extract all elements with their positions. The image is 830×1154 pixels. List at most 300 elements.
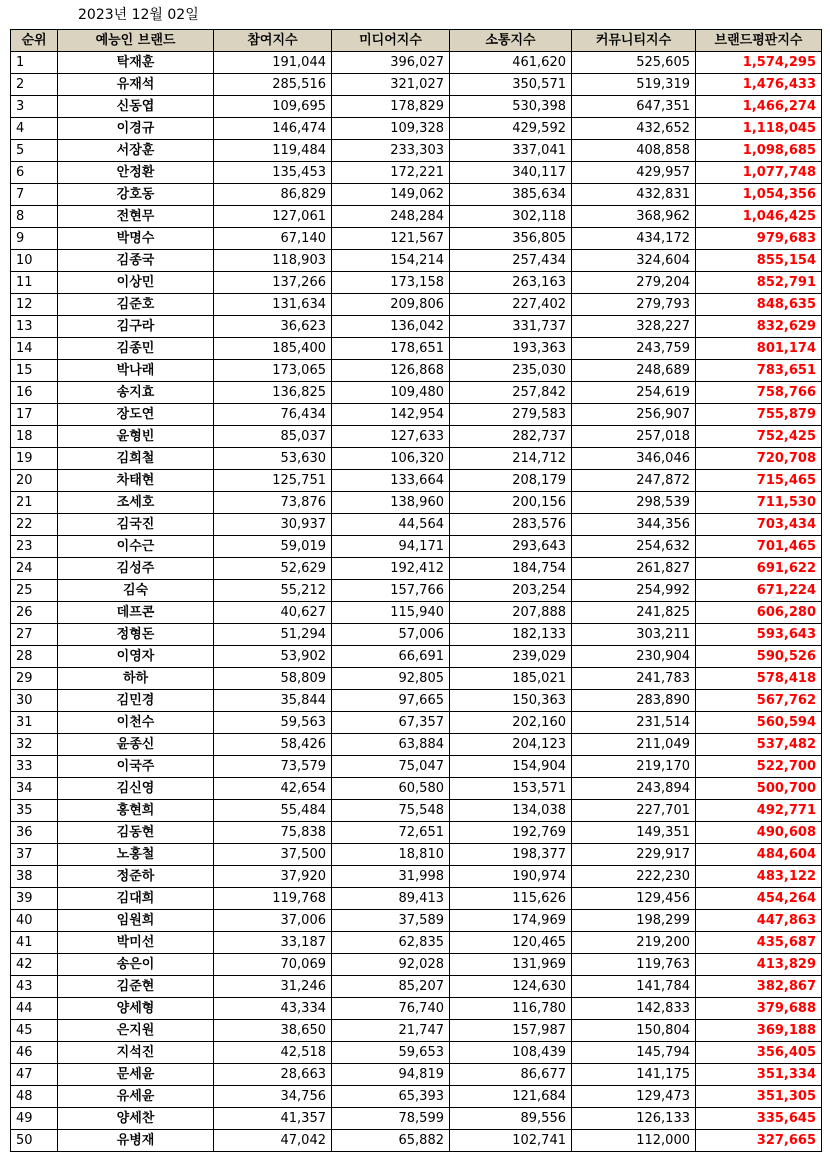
community-cell: 344,356 (572, 514, 696, 536)
participation-cell: 53,902 (214, 646, 332, 668)
media-cell: 136,042 (332, 316, 450, 338)
rank-cell: 11 (11, 272, 58, 294)
participation-cell: 73,876 (214, 492, 332, 514)
media-cell: 154,214 (332, 250, 450, 272)
name-cell: 은지원 (58, 1020, 214, 1042)
table-row (11, 228, 822, 250)
name-cell: 김준현 (58, 976, 214, 998)
communication-cell: 150,363 (450, 690, 572, 712)
name-cell: 정형돈 (58, 624, 214, 646)
rank-cell: 33 (11, 756, 58, 778)
participation-cell: 58,809 (214, 668, 332, 690)
table-row (11, 690, 822, 712)
community-cell: 219,170 (572, 756, 696, 778)
table-row (11, 1108, 822, 1130)
brand-reputation-cell: 1,466,274 (696, 96, 822, 118)
communication-cell: 227,402 (450, 294, 572, 316)
community-cell: 279,793 (572, 294, 696, 316)
rank-cell: 25 (11, 580, 58, 602)
community-cell: 324,604 (572, 250, 696, 272)
communication-cell: 331,737 (450, 316, 572, 338)
participation-cell: 125,751 (214, 470, 332, 492)
community-cell: 257,018 (572, 426, 696, 448)
communication-cell: 208,179 (450, 470, 572, 492)
table-row (11, 602, 822, 624)
community-cell: 211,049 (572, 734, 696, 756)
media-cell: 109,480 (332, 382, 450, 404)
media-cell: 57,006 (332, 624, 450, 646)
community-cell: 254,632 (572, 536, 696, 558)
name-cell: 임원희 (58, 910, 214, 932)
community-cell: 219,200 (572, 932, 696, 954)
rank-cell: 28 (11, 646, 58, 668)
name-cell: 유병재 (58, 1130, 214, 1152)
community-cell: 248,689 (572, 360, 696, 382)
rank-cell: 40 (11, 910, 58, 932)
table-row (11, 448, 822, 470)
participation-cell: 53,630 (214, 448, 332, 470)
table-row (11, 316, 822, 338)
header-community: 커뮤니티지수 (572, 30, 696, 52)
community-cell: 141,175 (572, 1064, 696, 1086)
media-cell: 63,884 (332, 734, 450, 756)
name-cell: 김준호 (58, 294, 214, 316)
media-cell: 209,806 (332, 294, 450, 316)
name-cell: 이수근 (58, 536, 214, 558)
name-cell: 이천수 (58, 712, 214, 734)
media-cell: 149,062 (332, 184, 450, 206)
rank-cell: 39 (11, 888, 58, 910)
brand-reputation-cell: 351,305 (696, 1086, 822, 1108)
media-cell: 233,303 (332, 140, 450, 162)
rank-cell: 16 (11, 382, 58, 404)
communication-cell: 121,684 (450, 1086, 572, 1108)
participation-cell: 76,434 (214, 404, 332, 426)
media-cell: 109,328 (332, 118, 450, 140)
media-cell: 396,027 (332, 52, 450, 74)
table-row (11, 250, 822, 272)
community-cell: 256,907 (572, 404, 696, 426)
participation-cell: 131,634 (214, 294, 332, 316)
brand-reputation-cell: 671,224 (696, 580, 822, 602)
media-cell: 72,651 (332, 822, 450, 844)
brand-reputation-cell: 454,264 (696, 888, 822, 910)
name-cell: 윤형빈 (58, 426, 214, 448)
media-cell: 76,740 (332, 998, 450, 1020)
communication-cell: 134,038 (450, 800, 572, 822)
table-body (11, 52, 822, 1152)
participation-cell: 35,844 (214, 690, 332, 712)
name-cell: 데프콘 (58, 602, 214, 624)
name-cell: 홍현희 (58, 800, 214, 822)
participation-cell: 285,516 (214, 74, 332, 96)
communication-cell: 257,434 (450, 250, 572, 272)
table-row (11, 74, 822, 96)
rank-cell: 10 (11, 250, 58, 272)
communication-cell: 235,030 (450, 360, 572, 382)
table-row (11, 338, 822, 360)
media-cell: 97,665 (332, 690, 450, 712)
rank-cell: 14 (11, 338, 58, 360)
participation-cell: 34,756 (214, 1086, 332, 1108)
communication-cell: 302,118 (450, 206, 572, 228)
name-cell: 양세찬 (58, 1108, 214, 1130)
communication-cell: 124,630 (450, 976, 572, 998)
community-cell: 434,172 (572, 228, 696, 250)
table-row (11, 514, 822, 536)
community-cell: 254,619 (572, 382, 696, 404)
brand-reputation-cell: 848,635 (696, 294, 822, 316)
community-cell: 432,831 (572, 184, 696, 206)
media-cell: 178,829 (332, 96, 450, 118)
community-cell: 429,957 (572, 162, 696, 184)
header-media: 미디어지수 (332, 30, 450, 52)
participation-cell: 119,768 (214, 888, 332, 910)
name-cell: 양세형 (58, 998, 214, 1020)
participation-cell: 146,474 (214, 118, 332, 140)
communication-cell: 89,556 (450, 1108, 572, 1130)
brand-reputation-cell: 327,665 (696, 1130, 822, 1152)
media-cell: 59,653 (332, 1042, 450, 1064)
participation-cell: 70,069 (214, 954, 332, 976)
header-brand-reputation: 브랜드평판지수 (696, 30, 822, 52)
communication-cell: 198,377 (450, 844, 572, 866)
media-cell: 115,940 (332, 602, 450, 624)
header-rank: 순위 (11, 30, 58, 52)
participation-cell: 41,357 (214, 1108, 332, 1130)
brand-reputation-cell: 447,863 (696, 910, 822, 932)
table-row (11, 910, 822, 932)
header-name: 예능인 브랜드 (58, 30, 214, 52)
participation-cell: 85,037 (214, 426, 332, 448)
table-row (11, 712, 822, 734)
communication-cell: 279,583 (450, 404, 572, 426)
communication-cell: 108,439 (450, 1042, 572, 1064)
brand-reputation-cell: 567,762 (696, 690, 822, 712)
name-cell: 이상민 (58, 272, 214, 294)
name-cell: 신동엽 (58, 96, 214, 118)
media-cell: 21,747 (332, 1020, 450, 1042)
community-cell: 230,904 (572, 646, 696, 668)
name-cell: 노홍철 (58, 844, 214, 866)
name-cell: 김숙 (58, 580, 214, 602)
brand-reputation-cell: 606,280 (696, 602, 822, 624)
name-cell: 김동현 (58, 822, 214, 844)
table-row (11, 96, 822, 118)
brand-reputation-cell: 752,425 (696, 426, 822, 448)
header-row (11, 30, 822, 52)
table-row (11, 822, 822, 844)
participation-cell: 73,579 (214, 756, 332, 778)
communication-cell: 350,571 (450, 74, 572, 96)
communication-cell: 200,156 (450, 492, 572, 514)
participation-cell: 55,484 (214, 800, 332, 822)
brand-reputation-cell: 1,118,045 (696, 118, 822, 140)
communication-cell: 461,620 (450, 52, 572, 74)
rank-cell: 27 (11, 624, 58, 646)
header-participation: 참여지수 (214, 30, 332, 52)
brand-reputation-cell: 560,594 (696, 712, 822, 734)
media-cell: 192,412 (332, 558, 450, 580)
community-cell: 298,539 (572, 492, 696, 514)
media-cell: 78,599 (332, 1108, 450, 1130)
community-cell: 198,299 (572, 910, 696, 932)
communication-cell: 214,712 (450, 448, 572, 470)
rank-cell: 24 (11, 558, 58, 580)
table-row (11, 140, 822, 162)
participation-cell: 42,518 (214, 1042, 332, 1064)
table-row (11, 558, 822, 580)
report-date: 2023년 12월 02일 (78, 7, 199, 23)
communication-cell: 190,974 (450, 866, 572, 888)
participation-cell: 59,563 (214, 712, 332, 734)
community-cell: 241,825 (572, 602, 696, 624)
participation-cell: 43,334 (214, 998, 332, 1020)
media-cell: 106,320 (332, 448, 450, 470)
rank-cell: 1 (11, 52, 58, 74)
participation-cell: 173,065 (214, 360, 332, 382)
community-cell: 243,894 (572, 778, 696, 800)
media-cell: 66,691 (332, 646, 450, 668)
table-row (11, 1064, 822, 1086)
name-cell: 윤종신 (58, 734, 214, 756)
community-cell: 129,456 (572, 888, 696, 910)
media-cell: 321,027 (332, 74, 450, 96)
participation-cell: 33,187 (214, 932, 332, 954)
brand-reputation-cell: 369,188 (696, 1020, 822, 1042)
communication-cell: 115,626 (450, 888, 572, 910)
rank-cell: 34 (11, 778, 58, 800)
communication-cell: 153,571 (450, 778, 572, 800)
communication-cell: 429,592 (450, 118, 572, 140)
name-cell: 강호동 (58, 184, 214, 206)
media-cell: 67,357 (332, 712, 450, 734)
participation-cell: 75,838 (214, 822, 332, 844)
table-row (11, 932, 822, 954)
rank-cell: 32 (11, 734, 58, 756)
table-row (11, 1020, 822, 1042)
brand-reputation-cell: 1,098,685 (696, 140, 822, 162)
name-cell: 이경규 (58, 118, 214, 140)
name-cell: 송지효 (58, 382, 214, 404)
brand-reputation-cell: 711,530 (696, 492, 822, 514)
brand-reputation-cell: 1,574,295 (696, 52, 822, 74)
table-row (11, 976, 822, 998)
participation-cell: 37,500 (214, 844, 332, 866)
community-cell: 119,763 (572, 954, 696, 976)
brand-reputation-cell: 715,465 (696, 470, 822, 492)
community-cell: 247,872 (572, 470, 696, 492)
table-row (11, 404, 822, 426)
media-cell: 178,651 (332, 338, 450, 360)
table-row (11, 470, 822, 492)
rank-cell: 43 (11, 976, 58, 998)
brand-reputation-cell: 1,077,748 (696, 162, 822, 184)
communication-cell: 293,643 (450, 536, 572, 558)
communication-cell: 337,041 (450, 140, 572, 162)
brand-reputation-cell: 783,651 (696, 360, 822, 382)
name-cell: 송은이 (58, 954, 214, 976)
name-cell: 전현무 (58, 206, 214, 228)
brand-reputation-cell: 801,174 (696, 338, 822, 360)
table-row (11, 426, 822, 448)
rank-cell: 17 (11, 404, 58, 426)
participation-cell: 58,426 (214, 734, 332, 756)
community-cell: 129,473 (572, 1086, 696, 1108)
community-cell: 141,784 (572, 976, 696, 998)
brand-reputation-cell: 522,700 (696, 756, 822, 778)
participation-cell: 136,825 (214, 382, 332, 404)
communication-cell: 154,904 (450, 756, 572, 778)
communication-cell: 192,769 (450, 822, 572, 844)
media-cell: 31,998 (332, 866, 450, 888)
table-row (11, 888, 822, 910)
participation-cell: 118,903 (214, 250, 332, 272)
participation-cell: 185,400 (214, 338, 332, 360)
communication-cell: 185,021 (450, 668, 572, 690)
brand-reputation-cell: 490,608 (696, 822, 822, 844)
rank-cell: 22 (11, 514, 58, 536)
rank-cell: 49 (11, 1108, 58, 1130)
table-row (11, 954, 822, 976)
rank-cell: 45 (11, 1020, 58, 1042)
table-row (11, 734, 822, 756)
participation-cell: 38,650 (214, 1020, 332, 1042)
rank-cell: 5 (11, 140, 58, 162)
media-cell: 37,589 (332, 910, 450, 932)
participation-cell: 37,920 (214, 866, 332, 888)
participation-cell: 30,937 (214, 514, 332, 536)
brand-reputation-cell: 578,418 (696, 668, 822, 690)
communication-cell: 86,677 (450, 1064, 572, 1086)
community-cell: 145,794 (572, 1042, 696, 1064)
rank-cell: 26 (11, 602, 58, 624)
media-cell: 133,664 (332, 470, 450, 492)
media-cell: 62,835 (332, 932, 450, 954)
participation-cell: 52,629 (214, 558, 332, 580)
name-cell: 조세호 (58, 492, 214, 514)
brand-reputation-cell: 832,629 (696, 316, 822, 338)
name-cell: 박명수 (58, 228, 214, 250)
media-cell: 92,028 (332, 954, 450, 976)
participation-cell: 40,627 (214, 602, 332, 624)
table-row (11, 668, 822, 690)
participation-cell: 135,453 (214, 162, 332, 184)
participation-cell: 37,006 (214, 910, 332, 932)
name-cell: 김종국 (58, 250, 214, 272)
media-cell: 60,580 (332, 778, 450, 800)
communication-cell: 530,398 (450, 96, 572, 118)
header-communication: 소통지수 (450, 30, 572, 52)
brand-reputation-cell: 1,054,356 (696, 184, 822, 206)
community-cell: 647,351 (572, 96, 696, 118)
communication-cell: 207,888 (450, 602, 572, 624)
rank-cell: 6 (11, 162, 58, 184)
rank-cell: 15 (11, 360, 58, 382)
name-cell: 김신영 (58, 778, 214, 800)
brand-reputation-cell: 590,526 (696, 646, 822, 668)
community-cell: 261,827 (572, 558, 696, 580)
media-cell: 127,633 (332, 426, 450, 448)
community-cell: 227,701 (572, 800, 696, 822)
rank-cell: 42 (11, 954, 58, 976)
name-cell: 이영자 (58, 646, 214, 668)
communication-cell: 356,805 (450, 228, 572, 250)
rank-cell: 47 (11, 1064, 58, 1086)
brand-reputation-cell: 755,879 (696, 404, 822, 426)
name-cell: 하하 (58, 668, 214, 690)
community-cell: 149,351 (572, 822, 696, 844)
community-cell: 126,133 (572, 1108, 696, 1130)
communication-cell: 174,969 (450, 910, 572, 932)
community-cell: 328,227 (572, 316, 696, 338)
community-cell: 346,046 (572, 448, 696, 470)
brand-reputation-cell: 351,334 (696, 1064, 822, 1086)
brand-reputation-cell: 979,683 (696, 228, 822, 250)
table-row (11, 118, 822, 140)
rank-cell: 2 (11, 74, 58, 96)
communication-cell: 239,029 (450, 646, 572, 668)
rank-cell: 9 (11, 228, 58, 250)
media-cell: 85,207 (332, 976, 450, 998)
brand-reputation-cell: 413,829 (696, 954, 822, 976)
participation-cell: 191,044 (214, 52, 332, 74)
media-cell: 44,564 (332, 514, 450, 536)
table-row (11, 360, 822, 382)
participation-cell: 47,042 (214, 1130, 332, 1152)
rank-cell: 37 (11, 844, 58, 866)
rank-cell: 44 (11, 998, 58, 1020)
community-cell: 279,204 (572, 272, 696, 294)
table-row (11, 536, 822, 558)
communication-cell: 157,987 (450, 1020, 572, 1042)
brand-reputation-cell: 1,476,433 (696, 74, 822, 96)
media-cell: 75,047 (332, 756, 450, 778)
media-cell: 142,954 (332, 404, 450, 426)
table-row (11, 294, 822, 316)
name-cell: 김대희 (58, 888, 214, 910)
media-cell: 121,567 (332, 228, 450, 250)
name-cell: 서장훈 (58, 140, 214, 162)
brand-reputation-cell: 500,700 (696, 778, 822, 800)
participation-cell: 109,695 (214, 96, 332, 118)
name-cell: 김민경 (58, 690, 214, 712)
brand-reputation-cell: 335,645 (696, 1108, 822, 1130)
name-cell: 안정환 (58, 162, 214, 184)
rank-cell: 38 (11, 866, 58, 888)
rank-cell: 35 (11, 800, 58, 822)
community-cell: 231,514 (572, 712, 696, 734)
table-row (11, 844, 822, 866)
table-row (11, 998, 822, 1020)
community-cell: 243,759 (572, 338, 696, 360)
brand-reputation-cell: 855,154 (696, 250, 822, 272)
media-cell: 172,221 (332, 162, 450, 184)
brand-reputation-cell: 492,771 (696, 800, 822, 822)
media-cell: 94,171 (332, 536, 450, 558)
communication-cell: 184,754 (450, 558, 572, 580)
communication-cell: 131,969 (450, 954, 572, 976)
communication-cell: 385,634 (450, 184, 572, 206)
communication-cell: 282,737 (450, 426, 572, 448)
communication-cell: 202,160 (450, 712, 572, 734)
communication-cell: 340,117 (450, 162, 572, 184)
name-cell: 차태현 (58, 470, 214, 492)
table-row (11, 580, 822, 602)
name-cell: 김구라 (58, 316, 214, 338)
name-cell: 장도연 (58, 404, 214, 426)
brand-reputation-cell: 1,046,425 (696, 206, 822, 228)
